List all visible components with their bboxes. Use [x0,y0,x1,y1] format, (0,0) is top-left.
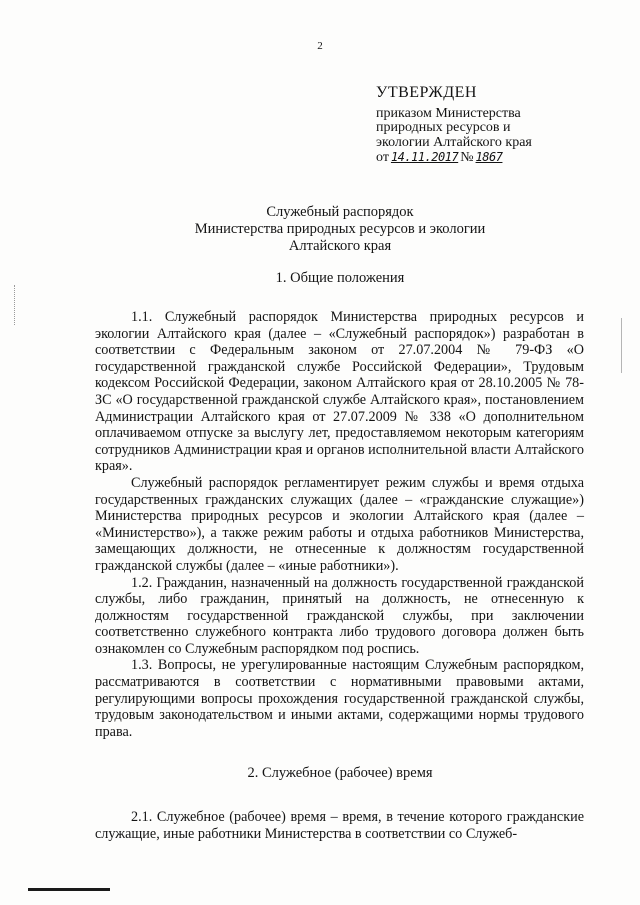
section-1-body [95,309,584,740]
paragraph-2-1: 2.1. Служебное (рабочее) время – время, в течение которого гражданские служащие, иные работники Министерства в соответствии со Служеб- [95,809,584,842]
document-title-line-2: Министерства природных ресурсов и экологии [194,221,486,237]
document-title [100,204,580,255]
approval-stamp-block [376,86,576,166]
handwritten-number: 1867 [475,150,503,164]
scan-margin-mark [14,285,16,325]
approval-date-line [376,150,576,166]
number-label: № [460,150,474,165]
section-1-heading: 1. Общие положения [275,270,405,286]
scan-right-edge-mark [621,318,623,373]
approved-title: УТВЕРЖДЕН [376,84,477,101]
approval-line-1: приказом Министерства [376,105,521,121]
section-2-body [95,809,584,842]
paragraph-1-2: 1.2. Гражданин, назначенный на должность государственной гражданской службы, либо гражданин, принятый на должность, не отнесенную к должностям государственной гражданской службы, при заключении соответственно служебного контракта либо трудового договора должен быть ознакомлен со Служебным распорядком под роспись. [95,574,584,657]
approval-line-2: природных ресурсов и [376,120,511,135]
document-title-line-3: Алтайского края [288,238,392,254]
page-number: 2 [317,40,323,52]
from-label: от [376,150,389,165]
approval-line-3: экологии Алтайского края [376,134,532,150]
paragraph-1-3: 1.3. Вопросы, не урегулированные настоящим Служебным распорядком, рассматриваются в соответствии с нормативными правовыми актами, регулирующими вопросы прохождения государственной гражданской службы, трудовым законодательством и иными актами, содержащими нормы трудового права. [95,657,584,740]
scan-bottom-bar [28,888,110,891]
paragraph-1-1-cont: Служебный распорядок регламентирует режим службы и время отдыха государственных гражданских служащих (далее – «гражданские служащие») Министерства природных ресурсов и экологии Алтайского края (далее – «Министерство»), а также режим работы и отдыха работников Министерства, замещающих должности, не отнесенные к должностям государственной гражданской службы (далее – «иные работники»). [95,474,584,574]
section-2-heading: 2. Служебное (рабочее) время [247,765,433,781]
document-title-line-1: Служебный распорядок [266,204,414,220]
handwritten-date: 14.11.2017 [390,150,459,164]
paragraph-1-1: 1.1. Служебный распорядок Министерства природных ресурсов и экологии Алтайского края (далее – «Служебный распорядок») разработан в соответствии с Федеральным законом от 27.07.2004 № 79-ФЗ «О государственной гражданской службе Российской Федерации», Трудовым кодексом Российской Федерации, законом Алтайского края от 28.10.2005 № 78-ЗС «О государственной гражданской службе Алтайского края», постановлением Администрации Алтайского края от 27.07.2009 № 338 «О дополнительном оплачиваемом отпуске за выслугу лет, предоставляемом некоторым категориям сотрудников Администрации края и органов исполнительной власти Алтайского края». [95,309,584,475]
